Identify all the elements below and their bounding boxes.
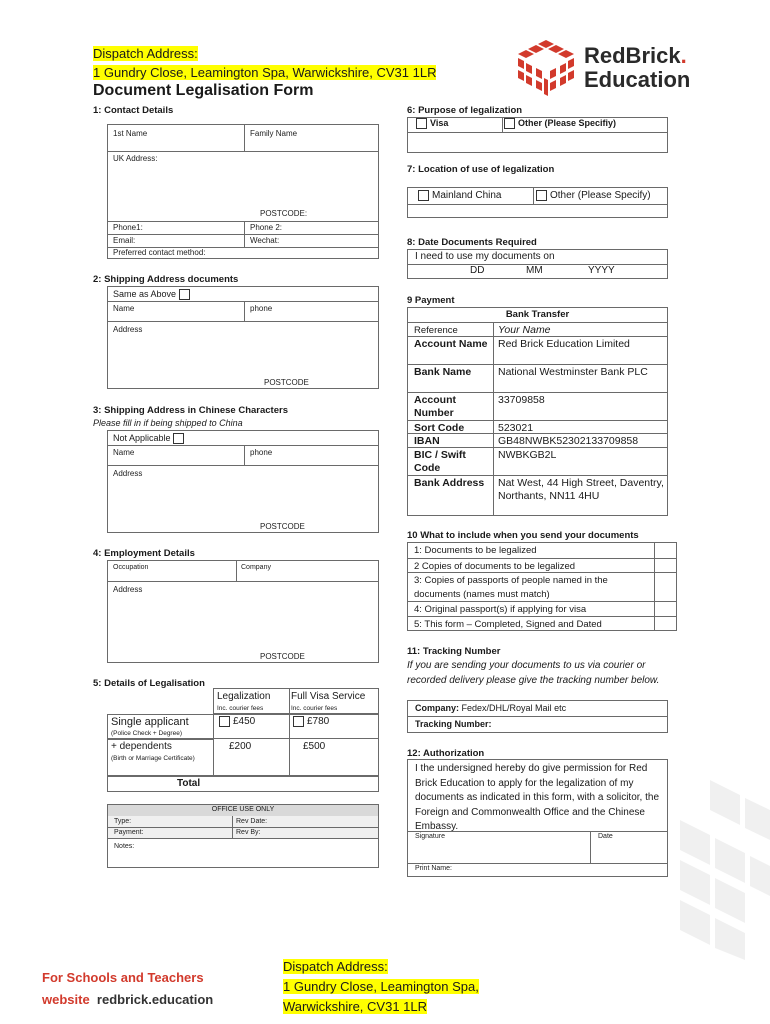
- include-row: [408, 601, 676, 616]
- phone2-field[interactable]: Phone 2:: [250, 223, 283, 232]
- uk-address-field[interactable]: UK Address:: [113, 154, 158, 163]
- chinese-address-field[interactable]: Address: [113, 469, 143, 478]
- include-row: [408, 572, 676, 601]
- preferred-contact-field[interactable]: Preferred contact method:: [113, 248, 206, 257]
- same-as-above-checkbox[interactable]: [179, 289, 190, 300]
- payment-row-label: BIC / Swift Code: [414, 449, 466, 474]
- location-china-label: Mainland China: [432, 190, 502, 202]
- footer-dispatch: [283, 957, 479, 1017]
- section-purpose-heading: 6: Purpose of legalization: [407, 105, 523, 116]
- logo-line1: RedBrick: [584, 43, 681, 68]
- occupation-field[interactable]: Occupation: [113, 564, 149, 571]
- employment-box: [107, 560, 379, 663]
- email-field[interactable]: Email:: [113, 236, 136, 245]
- tracking-box: [407, 700, 668, 733]
- payment-row-label: IBAN: [414, 435, 440, 447]
- not-applicable-checkbox[interactable]: [173, 433, 184, 444]
- section-chinese-heading: 3: Shipping Address in Chinese Characters: [93, 405, 288, 416]
- chinese-box: [107, 430, 379, 533]
- first-name-field[interactable]: 1st Name: [113, 129, 148, 138]
- include-item-check[interactable]: [655, 573, 677, 601]
- include-item-text: 4: Original passport(s) if applying for visa: [414, 604, 587, 615]
- tracking-number-field[interactable]: Tracking Number:: [415, 719, 492, 729]
- visa-col-sub: Inc. courier fees: [291, 705, 338, 712]
- include-item-text: 2 Copies of documents to be legalized: [414, 561, 576, 572]
- payment-row-label: Account Number: [414, 394, 456, 419]
- signature-field[interactable]: Signature: [415, 833, 445, 840]
- logo-dot: .: [680, 43, 687, 68]
- legalization-col-label: Legalization: [217, 691, 271, 702]
- office-use-box: [107, 804, 379, 868]
- tracking-company-value[interactable]: Fedex/DHL/Royal Mail etc: [461, 703, 567, 713]
- single-applicant-label: Single applicant: [111, 716, 189, 728]
- auth-text: I the undersigned hereby do give permission for Red Brick Education to apply for the legalization of my documents as indicated in this form, with a solicitor, the Foreign and Commonwealth Office and the Chinese Embassy.: [415, 763, 660, 832]
- include-row: [408, 543, 676, 558]
- single-price-visa: £780: [307, 716, 330, 728]
- payment-row: [408, 420, 667, 433]
- section-location-heading: 7: Location of use of legalization: [407, 164, 555, 175]
- mainland-china-checkbox[interactable]: [418, 190, 429, 201]
- include-item-check[interactable]: [655, 559, 677, 572]
- include-item-text: 3: Copies of passports of people named in the documents (names must match): [414, 575, 608, 600]
- office-type-field[interactable]: Type:: [114, 818, 132, 825]
- include-table: [407, 542, 677, 631]
- brick-pattern-decoration-icon: [670, 760, 770, 960]
- section-legalisation-heading: 5: Details of Legalisation: [93, 678, 205, 689]
- include-item-check[interactable]: [655, 602, 677, 616]
- purpose-visa-label: Visa: [430, 118, 449, 128]
- payment-row: [408, 364, 667, 392]
- date-box: [407, 249, 668, 279]
- brick-logo-icon: [516, 38, 576, 98]
- payment-row-label: Reference: [414, 325, 458, 336]
- include-item-check[interactable]: [655, 617, 677, 631]
- visa-checkbox[interactable]: [416, 118, 427, 129]
- visa-col-label: Full Visa Service: [291, 691, 366, 702]
- include-row: [408, 558, 676, 572]
- payment-row: [408, 322, 667, 336]
- include-item-text: 1: Documents to be legalized: [414, 545, 537, 556]
- legalization-col-sub: Inc. courier fees: [217, 705, 264, 712]
- page-title: Document Legalisation Form: [93, 82, 314, 99]
- shipping-postcode-label: POSTCODE: [264, 378, 309, 387]
- employment-postcode-label: POSTCODE: [260, 652, 305, 661]
- print-name-field[interactable]: Print Name:: [415, 865, 452, 872]
- payment-row-value: GB48NWBK52302133709858: [498, 435, 639, 447]
- contact-box: [107, 124, 379, 259]
- payment-row: [408, 475, 667, 517]
- payment-row-label: Sort Code: [414, 422, 465, 434]
- other-location-checkbox[interactable]: [536, 190, 547, 201]
- section-payment-heading: 9 Payment: [407, 295, 455, 306]
- phone1-field[interactable]: Phone1:: [113, 223, 143, 232]
- footer-dispatch-line1: 1 Gundry Close, Leamington Spa,: [283, 979, 479, 994]
- office-use-heading: OFFICE USE ONLY: [211, 806, 275, 813]
- date-mm-field[interactable]: MM: [526, 265, 543, 276]
- payment-row-value: Your Name: [498, 324, 551, 336]
- payment-row-value: National Westminster Bank PLC: [498, 366, 648, 378]
- chinese-postcode-label: POSTCODE: [260, 522, 305, 531]
- tracking-company-label: Company:: [415, 703, 460, 713]
- payment-row-value: 523021: [498, 422, 534, 434]
- total-label: Total: [177, 778, 201, 789]
- header-dispatch-address: 1 Gundry Close, Leamington Spa, Warwickshire, CV31 1LR: [93, 65, 437, 80]
- payment-row-label: Bank Address: [414, 477, 485, 489]
- payment-row: [408, 392, 667, 420]
- footer-website-link[interactable]: redbrick.education: [96, 992, 214, 1007]
- payment-row-value: Red Brick Education Limited: [498, 338, 630, 350]
- footer-website-label: website: [42, 992, 90, 1007]
- footer-for-schools: For Schools and Teachers: [42, 970, 204, 985]
- section-tracking-heading: 11: Tracking Number: [407, 646, 501, 657]
- section-date-heading: 8: Date Documents Required: [407, 237, 537, 248]
- dependents-price-visa: £500: [303, 741, 326, 752]
- chinese-note: Please fill in if being shipped to China: [93, 418, 243, 428]
- shipping-phone-field[interactable]: phone: [250, 304, 273, 313]
- footer-dispatch-label: Dispatch Address:: [283, 959, 388, 974]
- location-box: [407, 187, 668, 218]
- payment-row-label: Account Name: [414, 338, 488, 350]
- section-auth-heading: 12: Authorization: [407, 748, 485, 759]
- payment-row: [408, 433, 667, 447]
- office-rev-by-field[interactable]: Rev By:: [236, 829, 261, 836]
- payment-row: [408, 447, 667, 475]
- single-applicant-sub: (Police Check + Degree): [111, 730, 182, 737]
- logo: [516, 38, 716, 98]
- section-shipping-heading: 2: Shipping Address documents: [93, 274, 239, 285]
- dependents-sub: (Birth or Marriage Certificate): [111, 755, 195, 762]
- section-employment-heading: 4: Employment Details: [93, 548, 195, 559]
- payment-row-label: Bank Name: [414, 366, 472, 378]
- auth-date-field[interactable]: Date: [598, 833, 613, 840]
- section-include-heading: 10 What to include when you send your documents: [407, 530, 639, 541]
- payment-row-value: NWBKGB2L: [498, 449, 557, 461]
- contact-postcode-label: POSTCODE:: [260, 209, 308, 218]
- payment-row: [408, 336, 667, 364]
- office-notes-field[interactable]: Notes:: [114, 843, 135, 850]
- purpose-other-label: Other (Please Specifiy): [518, 118, 617, 128]
- office-payment-field[interactable]: Payment:: [114, 829, 144, 836]
- legalisation-table: [107, 688, 379, 794]
- logo-line2: Education: [584, 67, 691, 92]
- include-item-check[interactable]: [655, 543, 677, 558]
- footer-dispatch-line2: Warwickshire, CV31 1LR: [283, 999, 428, 1014]
- single-price-legalization: £450: [233, 716, 256, 728]
- header-dispatch-label: Dispatch Address:: [93, 46, 198, 61]
- include-item-text: 5: This form – Completed, Signed and Dated: [414, 619, 602, 630]
- not-applicable-label: Not Applicable: [113, 433, 171, 443]
- location-other-label: Other (Please Specify): [550, 190, 651, 202]
- chinese-phone-field[interactable]: phone: [250, 448, 273, 457]
- family-name-field[interactable]: Family Name: [250, 129, 298, 138]
- chinese-name-field[interactable]: Name: [113, 448, 135, 457]
- payment-table: [407, 307, 668, 516]
- dependents-price-legalization: £200: [229, 741, 252, 752]
- date-yyyy-field[interactable]: YYYY: [588, 265, 615, 276]
- date-dd-field[interactable]: DD: [470, 265, 485, 276]
- same-as-above-label: Same as Above: [113, 289, 177, 299]
- auth-box: [407, 759, 668, 877]
- payment-row-value: 33709858: [498, 394, 545, 406]
- dependents-label: + dependents: [111, 741, 172, 752]
- include-row: [408, 616, 676, 631]
- payment-title: Bank Transfer: [505, 309, 570, 320]
- shipping-name-field[interactable]: Name: [113, 304, 135, 313]
- payment-row-value: Nat West, 44 High Street, Daventry, Northants, NN11 4HU: [498, 477, 664, 502]
- visa-single-checkbox[interactable]: [293, 716, 304, 727]
- office-rev-date-field[interactable]: Rev Date:: [236, 818, 268, 825]
- section-contact-heading: 1: Contact Details: [93, 105, 174, 116]
- date-need-label: I need to use my documents on: [415, 251, 555, 262]
- purpose-box: [407, 117, 668, 153]
- company-field[interactable]: Company: [241, 564, 271, 571]
- other-purpose-checkbox[interactable]: [504, 118, 515, 129]
- tracking-note: If you are sending your documents to us via courier or recorded delivery please give the tracking number below.: [407, 660, 660, 686]
- wechat-field[interactable]: Wechat:: [250, 236, 280, 245]
- legalization-single-checkbox[interactable]: [219, 716, 230, 727]
- shipping-address-field[interactable]: Address: [113, 325, 143, 334]
- employment-address-field[interactable]: Address: [113, 585, 143, 594]
- shipping-box: [107, 286, 379, 389]
- header-dispatch: [93, 44, 436, 82]
